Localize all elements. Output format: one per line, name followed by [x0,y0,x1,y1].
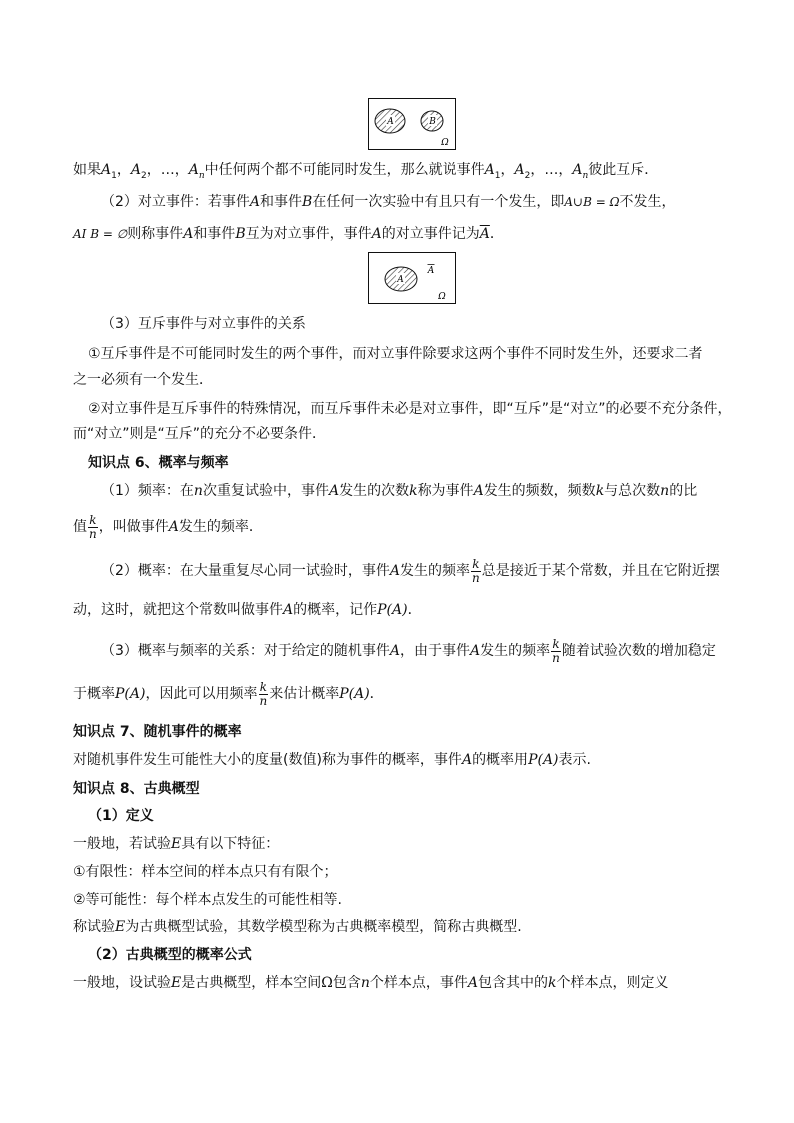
section-heading-6: 知识点 6、概率与频率 [88,455,229,471]
paragraph-relation-2b: 而“对立”则是“互斥”的充分不必要条件． [73,426,327,442]
venn-diagram-mutually-exclusive [368,98,456,150]
paragraph-probability-1: （2）概率：在大量重复尽心同一试验时，事件A发生的频率 $\frac{k}{n}$ 总是接近于某个常数，并且在它附近摆 [101,556,720,585]
paragraph-equal-likelihood: ②等可能性：每个样本点发生的可能性相等. [73,892,342,908]
paragraph-relation-1b: 之一必须有一个发生． [73,372,213,388]
paragraph-complementary-1: （2）对立事件：若事件A和事件B在任何一次实验中有且只有一个发生，即A∪B = Ω不发生， [101,194,676,210]
paragraph-classical-2: 称试验E为古典概型试验，其数学模型称为古典概率模型，简称古典概型. [73,919,522,935]
paragraph-relation-freq-prob-2: 于概率P(A)，因此可以用频率 $\frac{k}{n}$ 来估计概率P(A)． [73,679,384,708]
omega-label: Ω [438,292,446,302]
paragraph-mutually-exclusive: 如果$A_1$，$A_2$，…，$A_n$中任何两个都不可能同时发生，那么就说事件$A_1$，$A_2$，…，$A_n$彼此互斥． [73,162,659,181]
fraction-k-over-n: $\frac{k}{n}$ [552,636,560,665]
paragraph-relation-2a: ②对立事件是互斥事件的特殊情况，而互斥事件未必是对立事件，即“互斥”是“对立”的必要不充分条件， [88,401,732,417]
event-b-label: B [429,117,436,127]
event-a-label: A [387,117,394,127]
omega-label: Ω [441,138,449,148]
paragraph-relation-1a: ①互斥事件是不可能同时发生的两个事件，而对立事件除要求这两个事件不同时发生外，还要求二者 [88,346,703,362]
fraction-k-over-n: $\frac{k}{n}$ [472,556,480,585]
event-a-label: A [397,275,404,285]
section-heading-7: 知识点 7、随机事件的概率 [73,724,242,740]
subheading-definition: （1）定义 [88,808,154,824]
paragraph-relation-freq-prob-1: （3）概率与频率的关系：对于给定的随机事件A，由于事件A发生的频率 $\frac{k}{n}$ 随着试验次数的增加稳定 [101,636,716,665]
paragraph-random-event-probability: 对随机事件发生可能性大小的度量(数值)称为事件的概率，事件A的概率用P(A)表示. [73,752,591,768]
paragraph-classical-1: 一般地，若试验E具有以下特征： [73,836,280,852]
paragraph-probability-2: 动，这时，就把这个常数叫做事件A的概率，记作P(A)． [73,602,422,618]
paragraph-classical-formula: 一般地，设试验E是古典概型，样本空间Ω包含n个样本点，事件A包含其中的k个样本点，则定义 [73,975,669,991]
section-heading-8: 知识点 8、古典概型 [73,781,200,797]
paragraph-finiteness: ①有限性：样本空间的样本点只有有限个； [73,864,338,880]
paragraph-complementary-2: AI B = ∅则称事件A和事件B互为对立事件，事件A的对立事件记为$\overline{A}$． [73,226,504,242]
paragraph-frequency-1: （1）频率：在n次重复试验中，事件A发生的次数k称为事件A发生的频数，频数k与总次数n的比 [101,483,698,499]
venn-diagram-complementary [368,252,456,304]
fraction-k-over-n: $\frac{k}{n}$ [89,512,97,541]
paragraph-relation-heading: （3）互斥事件与对立事件的关系 [101,316,306,332]
fraction-k-over-n: $\frac{k}{n}$ [259,679,268,708]
paragraph-frequency-2: 值 $\frac{k}{n}$ ，叫做事件A发生的频率． [73,512,263,541]
event-a-complement-label: A [427,266,435,276]
subheading-probability-formula: （2）古典概型的概率公式 [88,947,252,963]
